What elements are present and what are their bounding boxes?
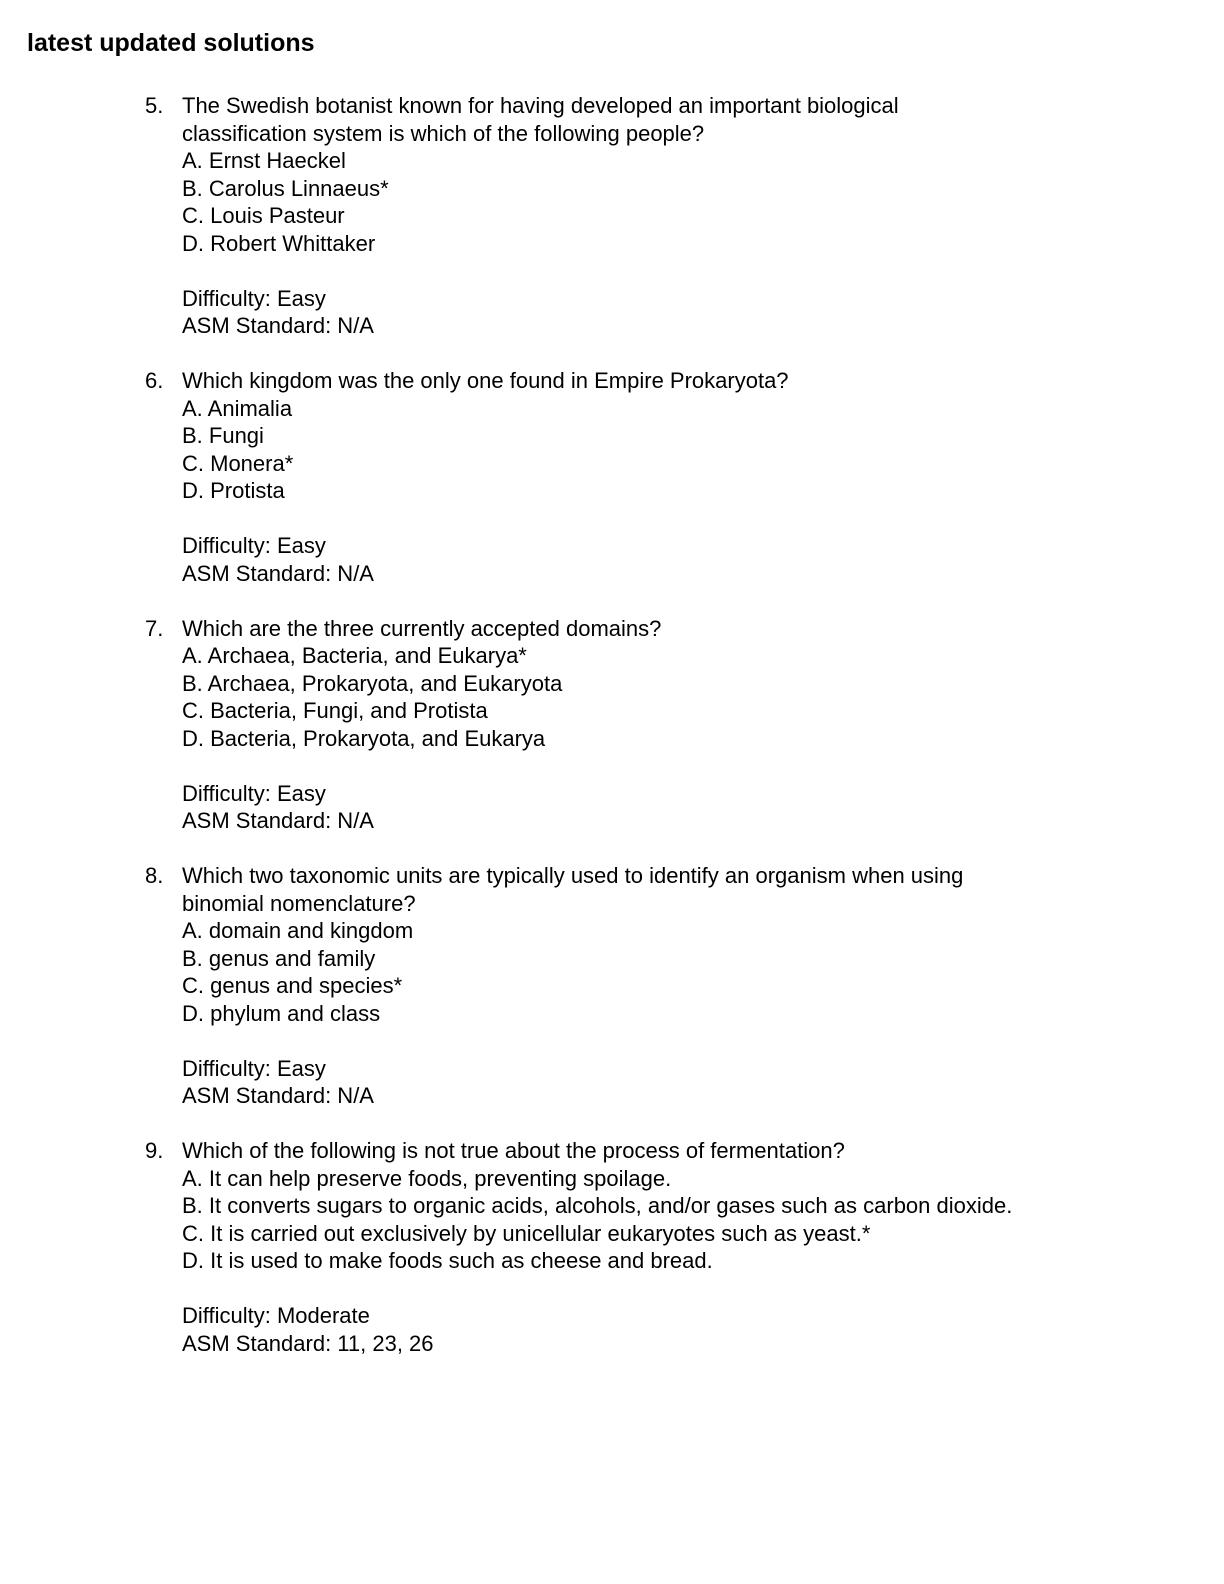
option-d: D. It is used to make foods such as cheese and bread.: [182, 1248, 713, 1273]
difficulty-line: Difficulty: Easy: [182, 1055, 326, 1081]
option-d: D. Robert Whittaker: [182, 230, 376, 256]
asm-standard-line: ASM Standard: N/A: [182, 313, 374, 338]
question-text-line: Which kingdom was the only one found in Empire Prokaryota?: [182, 368, 789, 393]
question-number: 5.: [145, 93, 164, 118]
option-d: D. Protista: [182, 478, 285, 503]
option-b: B. Archaea, Prokaryota, and Eukaryota: [182, 670, 563, 696]
option-b: B. It converts sugars to organic acids, alcohols, and/or gases such as carbon dioxide.: [182, 1193, 1013, 1218]
page-title: latest updated solutions: [27, 29, 315, 57]
question-text-line: The Swedish botanist known for having developed an important biological: [182, 93, 899, 118]
option-b: B. Fungi: [182, 423, 264, 448]
question-body: [182, 1137, 1165, 1357]
option-c: C. Louis Pasteur: [182, 203, 345, 228]
question-number: 9.: [145, 1138, 164, 1163]
question-text-line: binomial nomenclature?: [182, 890, 416, 916]
question-text-line: Which two taxonomic units are typically used to identify an organism when using: [182, 863, 964, 888]
option-d: D. phylum and class: [182, 1000, 381, 1026]
question-body: [182, 862, 1165, 1110]
difficulty-line: Difficulty: Moderate: [182, 1303, 370, 1328]
asm-standard-line: ASM Standard: N/A: [182, 1083, 374, 1108]
question-text-line: Which are the three currently accepted domains?: [182, 615, 662, 641]
difficulty-line: Difficulty: Easy: [182, 285, 326, 311]
option-a: A. domain and kingdom: [182, 918, 414, 943]
option-a: A. Ernst Haeckel: [182, 148, 346, 173]
question-8: [145, 862, 1165, 1110]
difficulty-line: Difficulty: Easy: [182, 780, 326, 806]
option-b: B. genus and family: [182, 945, 376, 971]
question-body: [182, 615, 1165, 835]
questions-list: [145, 92, 1165, 1385]
question-number: 8.: [145, 863, 164, 888]
option-c: C. genus and species*: [182, 973, 403, 998]
option-d: D. Bacteria, Prokaryota, and Eukarya: [182, 725, 546, 751]
question-body: [182, 367, 1165, 587]
option-a: A. Archaea, Bacteria, and Eukarya*: [182, 643, 527, 668]
question-9: [145, 1137, 1165, 1357]
asm-standard-line: ASM Standard: 11, 23, 26: [182, 1330, 434, 1356]
asm-standard-line: ASM Standard: N/A: [182, 560, 374, 586]
option-c: C. It is carried out exclusively by unicellular eukaryotes such as yeast.*: [182, 1220, 871, 1246]
question-number: 7.: [145, 615, 164, 641]
question-text-line: classification system is which of the following people?: [182, 120, 705, 146]
option-c: C. Monera*: [182, 450, 294, 476]
question-5: [145, 92, 1165, 340]
option-c: C. Bacteria, Fungi, and Protista: [182, 698, 488, 723]
question-7: [145, 615, 1165, 835]
asm-standard-line: ASM Standard: N/A: [182, 808, 374, 833]
question-body: [182, 92, 1165, 340]
question-text-line: Which of the following is not true about the process of fermentation?: [182, 1138, 845, 1163]
question-number: 6.: [145, 368, 164, 393]
option-b: B. Carolus Linnaeus*: [182, 175, 389, 201]
question-6: [145, 367, 1165, 587]
option-a: A. It can help preserve foods, preventing spoilage.: [182, 1165, 672, 1191]
difficulty-line: Difficulty: Easy: [182, 533, 326, 558]
option-a: A. Animalia: [182, 395, 293, 421]
